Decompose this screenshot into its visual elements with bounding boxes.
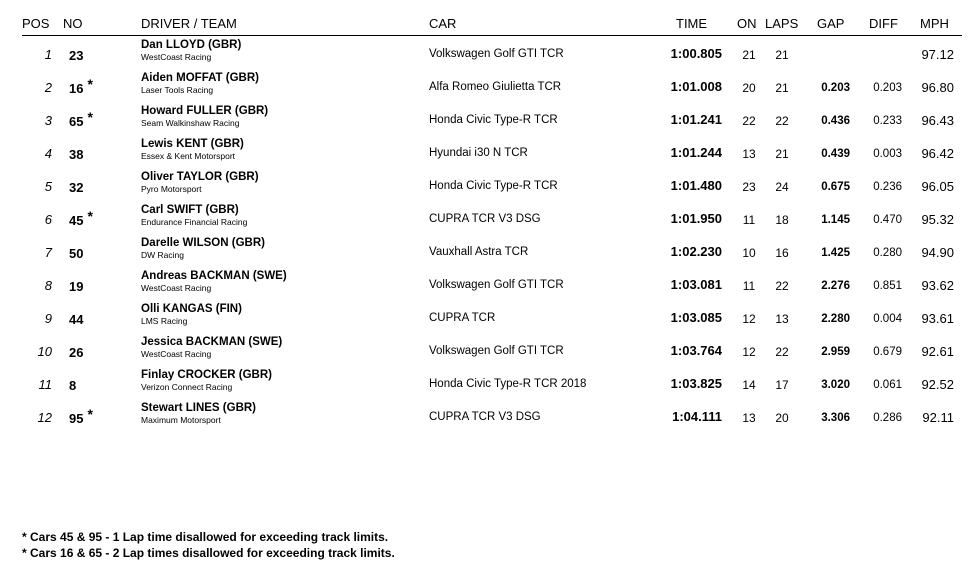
- team-name: Essex & Kent Motorsport: [141, 151, 236, 161]
- driver-name: Andreas BACKMAN (SWE): [141, 270, 287, 282]
- laps: 17: [775, 378, 789, 392]
- gap: 2.280: [821, 313, 850, 325]
- driver-name: Finlay CROCKER (GBR): [141, 369, 272, 381]
- car-model: Volkswagen Golf GTI TCR: [429, 48, 564, 60]
- car-model: Alfa Romeo Giulietta TCR: [429, 81, 562, 93]
- mph: 92.61: [921, 344, 954, 359]
- car-number: [69, 109, 93, 129]
- laps: 18: [775, 213, 789, 227]
- header-laps: LAPS: [765, 16, 799, 31]
- driver-name: Oliver TAYLOR (GBR): [141, 171, 259, 183]
- car-number: [69, 208, 93, 228]
- laps: 22: [775, 345, 789, 359]
- lap-time: 1:01.950: [670, 211, 722, 226]
- position: 10: [37, 344, 52, 359]
- laps: 20: [775, 411, 789, 425]
- on-lap: 10: [742, 246, 756, 260]
- lap-time: 1:02.230: [670, 244, 722, 259]
- diff: 0.679: [873, 346, 902, 358]
- car-number-value: 38: [69, 147, 84, 162]
- header-no: NO: [63, 16, 83, 31]
- table-row: [0, 170, 977, 203]
- car-number-value: 95: [69, 411, 84, 426]
- header-gap: GAP: [817, 16, 845, 31]
- mph: 96.43: [921, 113, 954, 128]
- car-number-value: 45: [69, 213, 84, 228]
- diff: 0.061: [873, 379, 902, 391]
- team-name: WestCoast Racing: [141, 52, 212, 62]
- lap-time: 1:01.241: [670, 112, 722, 127]
- car-number-value: 16: [69, 81, 84, 96]
- team-name: LMS Racing: [141, 316, 188, 326]
- car-number-value: 50: [69, 246, 84, 261]
- mph: 94.90: [921, 245, 954, 260]
- header-driver-team: DRIVER / TEAM: [141, 16, 237, 31]
- on-lap: 12: [742, 312, 756, 326]
- diff: 0.280: [873, 247, 902, 259]
- header-divider: [22, 35, 962, 36]
- header-mph: MPH: [920, 16, 949, 31]
- table-row: [0, 104, 977, 137]
- car-number: [69, 76, 93, 96]
- position: 5: [44, 179, 52, 194]
- on-lap: 12: [742, 345, 756, 359]
- team-name: WestCoast Racing: [141, 349, 212, 359]
- lap-time: 1:03.825: [670, 376, 722, 391]
- header-on: ON: [737, 16, 757, 31]
- mph: 96.05: [921, 179, 954, 194]
- car-number-value: 8: [69, 378, 77, 393]
- driver-name: Aiden MOFFAT (GBR): [141, 72, 259, 84]
- car-model: Honda Civic Type-R TCR: [429, 114, 558, 126]
- table-row: [0, 335, 977, 368]
- on-lap: 11: [742, 279, 756, 293]
- car-model: Volkswagen Golf GTI TCR: [429, 345, 564, 357]
- header-car: CAR: [429, 16, 457, 31]
- footnote-2: * Cars 16 & 65 - 2 Lap times disallowed for exceeding track limits.: [22, 546, 395, 560]
- position: 8: [44, 278, 52, 293]
- car-model: Volkswagen Golf GTI TCR: [429, 279, 564, 291]
- mph: 96.80: [921, 80, 954, 95]
- diff: 0.233: [873, 115, 902, 127]
- lap-time: 1:01.008: [670, 79, 722, 94]
- car-model: Hyundai i30 N TCR: [429, 147, 528, 159]
- car-number: [69, 47, 87, 63]
- laps: 24: [775, 180, 789, 194]
- position: 6: [44, 212, 52, 227]
- gap: 1.145: [821, 214, 850, 226]
- driver-name: Jessica BACKMAN (SWE): [141, 336, 283, 348]
- lap-time: 1:01.244: [670, 145, 722, 160]
- car-number: [69, 179, 87, 195]
- team-name: Pyro Motorsport: [141, 184, 202, 194]
- team-name: Endurance Financial Racing: [141, 217, 248, 227]
- position: 7: [44, 245, 52, 260]
- laps: 22: [775, 114, 789, 128]
- on-lap: 14: [742, 378, 756, 392]
- team-name: DW Racing: [141, 250, 184, 260]
- car-model: CUPRA TCR V3 DSG: [429, 411, 541, 423]
- driver-name: Carl SWIFT (GBR): [141, 204, 239, 216]
- mph: 97.12: [921, 47, 954, 62]
- car-number-value: 26: [69, 345, 84, 360]
- table-row: [0, 269, 977, 302]
- lap-time: 1:03.085: [670, 310, 722, 325]
- mph: 93.62: [921, 278, 954, 293]
- team-name: WestCoast Racing: [141, 283, 212, 293]
- car-number: [69, 377, 80, 393]
- laps: 13: [775, 312, 789, 326]
- lap-time: 1:03.081: [670, 277, 722, 292]
- gap: 3.306: [821, 412, 850, 424]
- laps: 22: [775, 279, 789, 293]
- gap: 0.675: [821, 181, 850, 193]
- table-row: [0, 236, 977, 269]
- team-name: Maximum Motorsport: [141, 415, 221, 425]
- gap: 2.276: [821, 280, 850, 292]
- diff: 0.286: [873, 412, 902, 424]
- laps: 21: [775, 81, 789, 95]
- on-lap: 13: [742, 147, 756, 161]
- diff: 0.851: [873, 280, 902, 292]
- car-model: Honda Civic Type-R TCR: [429, 180, 558, 192]
- on-lap: 22: [742, 114, 756, 128]
- car-number-value: 23: [69, 48, 84, 63]
- gap: 0.439: [821, 148, 850, 160]
- footnote-1: * Cars 45 & 95 - 1 Lap time disallowed for exceeding track limits.: [22, 530, 389, 544]
- diff: 0.236: [873, 181, 902, 193]
- diff: 0.003: [873, 148, 902, 160]
- position: 4: [44, 146, 52, 161]
- mph: 93.61: [921, 311, 954, 326]
- on-lap: 23: [742, 180, 756, 194]
- table-row: [0, 401, 977, 434]
- car-number: [69, 311, 87, 327]
- car-number: [69, 146, 87, 162]
- driver-name: Darelle WILSON (GBR): [141, 237, 265, 249]
- diff: 0.203: [873, 82, 902, 94]
- position: 2: [44, 80, 52, 95]
- table-row: [0, 203, 977, 236]
- car-model: Vauxhall Astra TCR: [429, 246, 529, 258]
- gap: 2.959: [821, 346, 850, 358]
- header-diff: DIFF: [869, 16, 898, 31]
- lap-time: 1:01.480: [670, 178, 722, 193]
- car-number: [69, 278, 87, 294]
- mph: 95.32: [921, 212, 954, 227]
- position: 1: [44, 47, 52, 62]
- gap: 0.436: [821, 115, 850, 127]
- penalty-flag: *: [87, 109, 93, 125]
- penalty-flag: *: [87, 208, 93, 224]
- table-row: [0, 71, 977, 104]
- diff: 0.470: [873, 214, 902, 226]
- driver-name: Dan LLOYD (GBR): [141, 39, 242, 51]
- laps: 16: [775, 246, 789, 260]
- laps: 21: [775, 48, 789, 62]
- car-number: [69, 245, 87, 261]
- penalty-flag: *: [87, 406, 93, 422]
- mph: 92.52: [921, 377, 954, 392]
- mph: 96.42: [921, 146, 954, 161]
- driver-name: Olli KANGAS (FIN): [141, 303, 242, 315]
- on-lap: 20: [742, 81, 756, 95]
- position: 9: [44, 311, 52, 326]
- table-row: [0, 137, 977, 170]
- lap-time: 1:00.805: [670, 46, 722, 61]
- car-model: CUPRA TCR: [429, 312, 496, 324]
- header-time: TIME: [676, 16, 708, 31]
- position: 12: [37, 410, 52, 425]
- driver-name: Stewart LINES (GBR): [141, 402, 257, 414]
- laps: 21: [775, 147, 789, 161]
- table-row: [0, 38, 977, 71]
- car-number-value: 19: [69, 279, 84, 294]
- car-number-value: 32: [69, 180, 84, 195]
- car-number: [69, 406, 93, 426]
- header-pos: POS: [22, 16, 50, 31]
- driver-name: Lewis KENT (GBR): [141, 138, 244, 150]
- table-row: [0, 302, 977, 335]
- gap: 0.203: [821, 82, 850, 94]
- car-number-value: 44: [69, 312, 84, 327]
- position: 3: [44, 113, 52, 128]
- team-name: Verizon Connect Racing: [141, 382, 233, 392]
- on-lap: 11: [742, 213, 756, 227]
- driver-name: Howard FULLER (GBR): [141, 105, 269, 117]
- mph: 92.11: [922, 410, 954, 425]
- lap-time: 1:03.764: [670, 343, 722, 358]
- lap-time: 1:04.111: [672, 409, 722, 424]
- team-name: Seam Walkinshaw Racing: [141, 118, 240, 128]
- team-name: Laser Tools Racing: [141, 85, 214, 95]
- on-lap: 13: [742, 411, 756, 425]
- car-model: CUPRA TCR V3 DSG: [429, 213, 541, 225]
- table-row: [0, 368, 977, 401]
- penalty-flag: *: [87, 76, 93, 92]
- gap: 1.425: [821, 247, 850, 259]
- car-model: Honda Civic Type-R TCR 2018: [429, 378, 587, 390]
- footnotes: [22, 529, 395, 561]
- on-lap: 21: [742, 48, 756, 62]
- car-number-value: 65: [69, 114, 84, 129]
- gap: 3.020: [821, 379, 850, 391]
- position: 11: [38, 377, 52, 392]
- diff: 0.004: [873, 313, 902, 325]
- car-number: [69, 344, 87, 360]
